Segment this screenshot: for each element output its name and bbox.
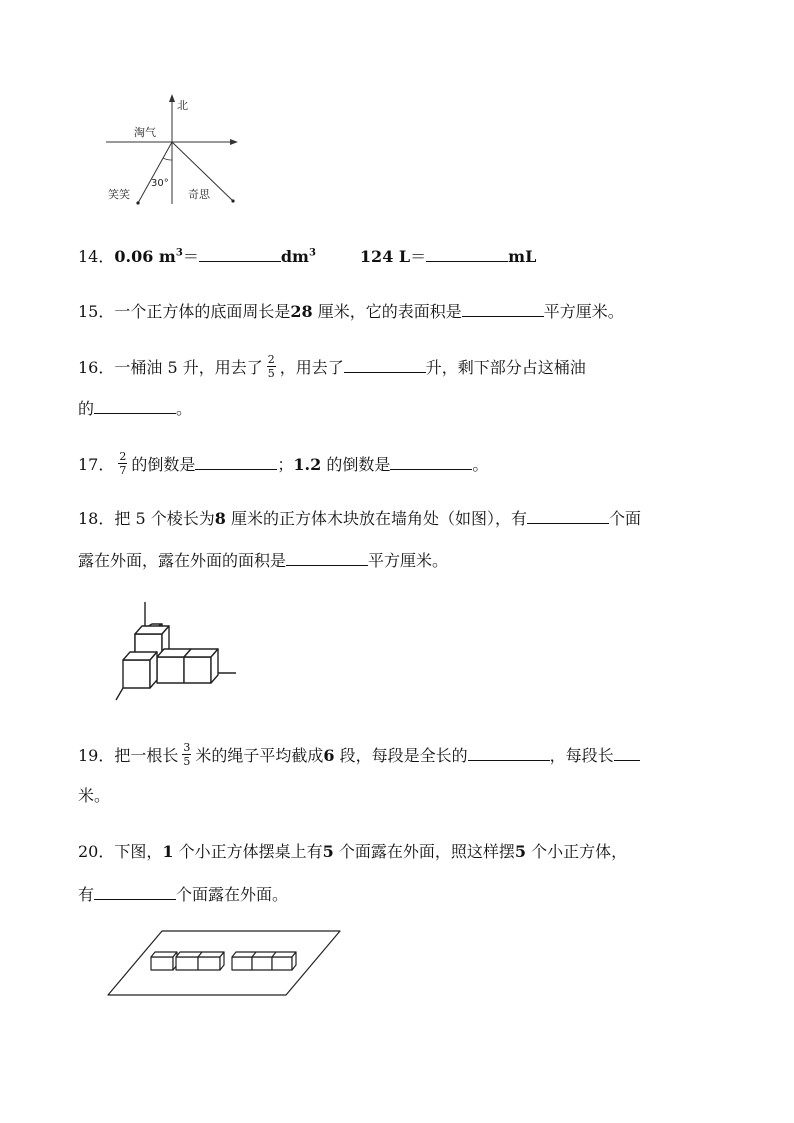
question-number: 16．	[78, 358, 115, 377]
question-number: 17．	[78, 455, 115, 474]
question-18: 18．把 5 个棱长为8 厘米的正方体木块放在墙角处（如图），有 个面	[78, 509, 641, 528]
taoqi-label: 淘气	[134, 126, 156, 139]
question-number: 18．	[78, 509, 115, 528]
answer-blank[interactable]	[468, 745, 550, 761]
question-18-line-2: 露在外面，露在外面的面积是 平方厘米。	[78, 551, 449, 570]
question-19: 19．把一根长 $\frac{3}{5}$ 米的绳子平均截成6 段，每段是全长的 ，每段长	[78, 744, 640, 769]
qisi-label: 奇思	[188, 188, 210, 201]
question-14: 14．0.06 $m^3= dm^3$ 124 L＝ mL	[78, 247, 537, 266]
fraction: $\frac{2}{7}$	[119, 450, 127, 477]
xiaoxiao-label: 笑笑	[108, 188, 130, 201]
answer-blank[interactable]	[344, 357, 426, 373]
answer-blank[interactable]	[94, 398, 176, 414]
answer-blank[interactable]	[462, 301, 544, 317]
question-20-line-2: 有 个面露在外面。	[78, 885, 289, 904]
question-17: 17． $\frac{2}{7}$ 的倒数是 ；1.2 的倒数是 。	[78, 450, 489, 477]
question-number: 20．	[78, 842, 115, 861]
answer-blank[interactable]	[426, 246, 508, 262]
question-number: 15．	[78, 302, 115, 321]
answer-blank[interactable]	[286, 550, 368, 566]
answer-blank[interactable]	[390, 454, 472, 470]
question-number: 14．	[78, 247, 115, 266]
answer-blank[interactable]	[527, 508, 609, 524]
fraction: $\frac{2}{5}$	[267, 353, 275, 380]
angle-label: 30°	[151, 178, 169, 189]
answer-blank[interactable]	[199, 246, 281, 262]
question-16-line-2: 的 。	[78, 399, 193, 418]
fraction: $\frac{3}{5}$	[183, 741, 191, 768]
compass-figure	[100, 90, 250, 210]
question-20: 20．下图，1 个小正方体摆桌上有5 个面露在外面，照这样摆5 个小正方体，	[78, 842, 628, 861]
answer-blank[interactable]	[94, 884, 176, 900]
north-label: 北	[177, 99, 188, 112]
corner-cubes-figure	[112, 598, 242, 706]
answer-blank[interactable]	[195, 454, 277, 470]
question-16: 16．一桶油 5 升，用去了 $\frac{2}{5}$ ，用去了 升，剩下部分占这桶油	[78, 353, 586, 380]
question-19-line-2: 米。	[78, 786, 111, 805]
question-number: 19．	[78, 746, 115, 765]
question-15: 15．一个正方体的底面周长是28 厘米，它的表面积是 平方厘米。	[78, 302, 624, 321]
table-cubes-figure	[104, 928, 344, 1000]
answer-blank[interactable]	[614, 745, 640, 761]
